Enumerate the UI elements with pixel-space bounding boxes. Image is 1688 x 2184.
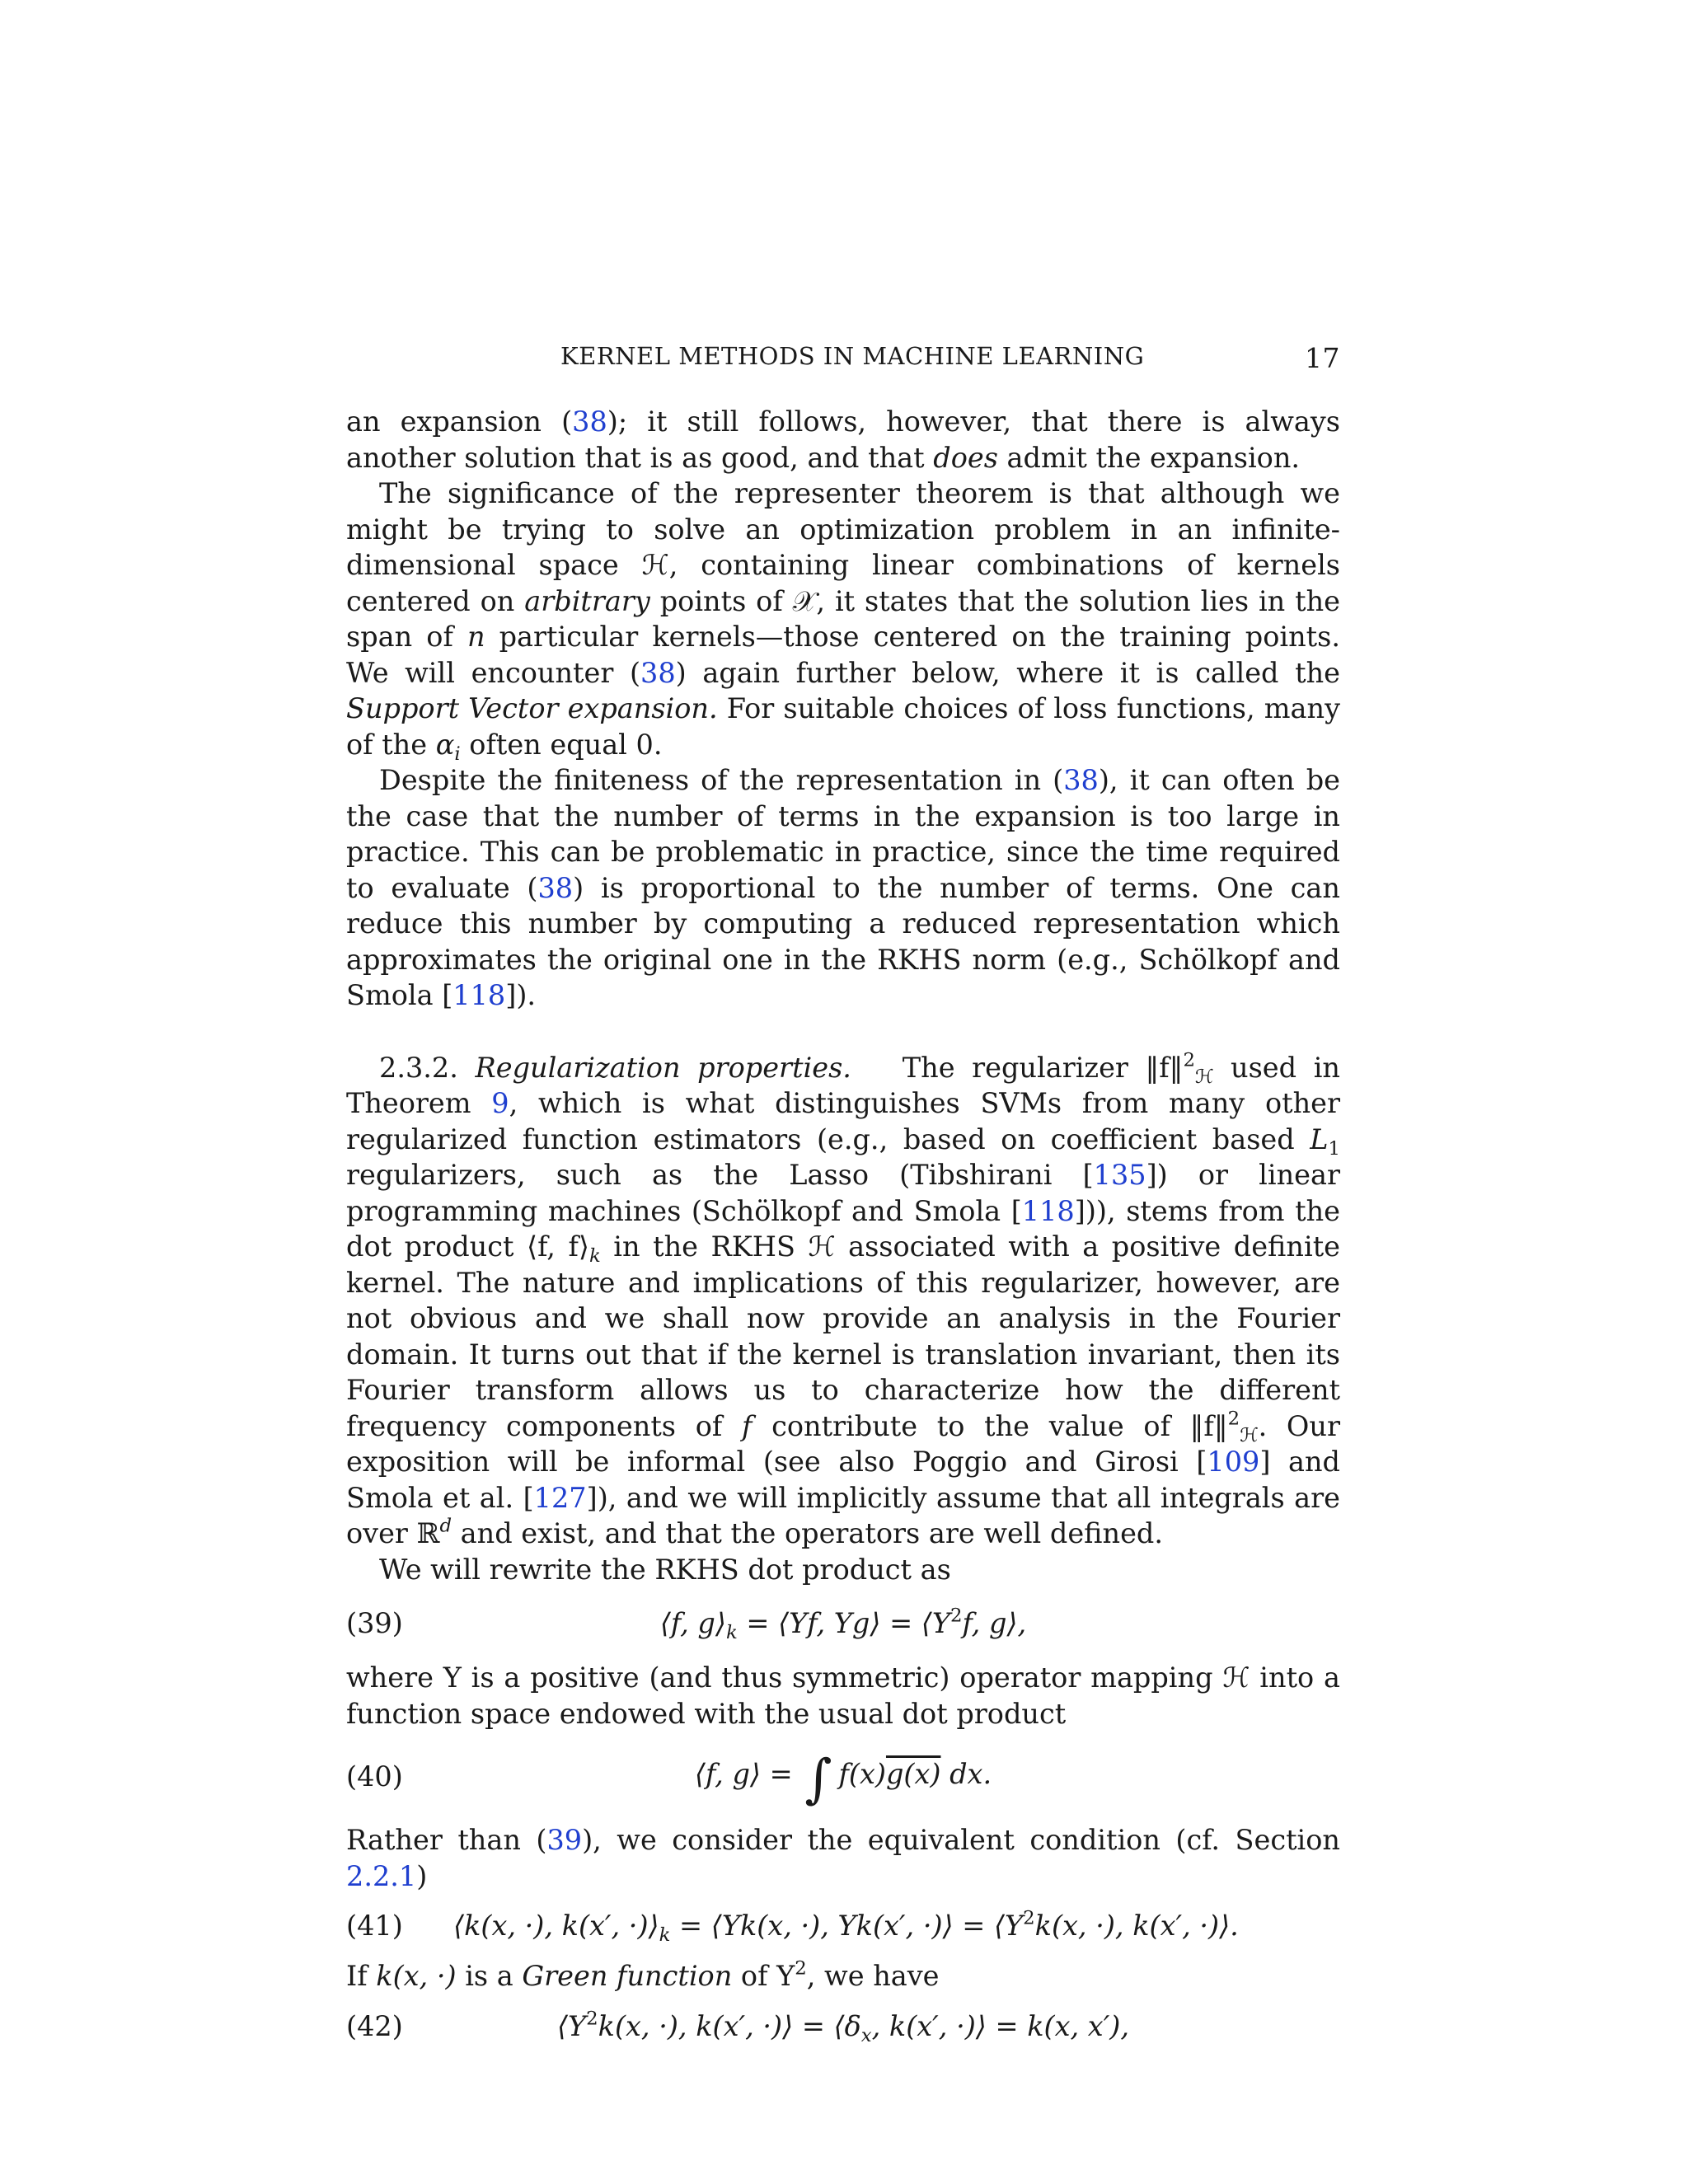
equation-number: (40) [346,1760,403,1793]
math-sup: 2 [1227,1407,1240,1429]
text: an expansion ( [346,405,573,438]
math-var: α [435,728,455,761]
text: and exist, and that the operators are well defined. [452,1517,1164,1549]
text: regularizers, such as the Lasso (Tibshirani [ [346,1159,1094,1191]
math: ⟨k(x, ·), k(x′, ·)⟩ [453,1910,659,1943]
equation-number: (39) [346,1607,403,1640]
equation-link[interactable]: 38 [1063,764,1099,796]
math-sub: x [860,2024,872,2046]
body-text [346,404,1340,2059]
citation-link[interactable]: 109 [1207,1446,1260,1478]
math-sub: ℋ [1240,1424,1259,1446]
text: . Our exposition will be informal (see also Poggio and Girosi [ [346,1409,1340,1478]
equation-formula [346,1748,1340,1810]
section-link[interactable]: 2.2.1 [346,1859,417,1892]
paragraph [346,762,1340,1014]
math: = ⟨Υf, Υg⟩ = ⟨Υ [737,1607,950,1640]
text: in the RKHS ℋ associated with a positive definite kernel. The nature and implications of this regularizer, however, are not obvious and we shall now provide an analysis in the Fourier domain. It turns out that if the kernel is translation invariant, then its Fourier transform allows us to characterize how the different frequency components of [346,1230,1340,1442]
math-sup: 2 [1183,1048,1195,1071]
paragraph [346,476,1340,765]
math-conjugate: g(x) [885,1757,941,1790]
page-number: 17 [1305,342,1340,374]
equation-number: (42) [346,2009,403,2042]
math: f(x) [838,1757,886,1790]
math-sup: 2 [1023,1907,1035,1929]
text: Despite the finiteness of the representation in ( [379,764,1064,796]
text: ]), and we will implicitly assume that all integrals are over ℝ [346,1481,1340,1549]
equation-40 [346,1732,1340,1822]
text: ) [416,1859,428,1892]
text: ), it can often be the case that the number of terms in the expansion is too large in practice. This can be problematic in practice, since the time required to evaluate ( [346,764,1341,904]
section-number: 2.3.2. [379,1051,458,1084]
running-title: KERNEL METHODS IN MACHINE LEARNING [560,342,1145,370]
text: often equal 0. [460,728,663,761]
emphasis: Support Vector expansion. [346,692,718,724]
math: f, g⟩, [962,1607,1027,1640]
math: ⟨f, g⟩ [659,1607,726,1640]
math-sub: k [588,1244,601,1267]
math: = ⟨Υk(x, ·), Υk(x′, ·)⟩ = ⟨Υ [670,1910,1024,1943]
math-sup: 2 [795,1957,807,1980]
paragraph: where Υ is a positive (and thus symmetric) operator mapping ℋ into a function space endowed with the usual dot product [346,1661,1340,1730]
spacer [346,1014,1340,1050]
math-sub: ℋ [1194,1066,1214,1088]
equation-42 [346,1994,1340,2059]
equation-link[interactable]: 38 [640,656,676,689]
text: ) again further below, where it is called the [675,656,1340,689]
text: ]). [505,979,537,1011]
math-sup: d [439,1515,452,1537]
text: ]) or linear programming machines (Schölkopf and Smola [ [346,1159,1340,1227]
text: ); it still follows, however, that there is always another solution that is as good, and that [346,405,1340,474]
text: contribute to the value of ‖f‖ [752,1409,1228,1442]
citation-link[interactable]: 127 [533,1481,587,1514]
equation-formula [346,1605,1340,1642]
text: For suitable choices of loss functions, many of the [346,692,1340,761]
math-sub: k [725,1622,738,1644]
theorem-link[interactable]: 9 [491,1087,509,1119]
text: particular kernels—those centered on the training points. We will encounter ( [346,621,1340,689]
paragraph [346,1822,1340,1894]
emphasis: arbitrary [524,584,650,617]
math-sup: 2 [950,1605,963,1627]
math-sup: 2 [586,2008,598,2030]
math: k(x, ·), k(x′, ·)⟩. [1034,1910,1239,1943]
math: ⟨Υ [556,2009,587,2042]
text: is a [456,1960,523,1992]
text: , we have [806,1960,940,1992]
math: ⟨f, g⟩ = [694,1757,802,1790]
paragraph [346,404,1340,476]
math: k(x, ·), k(x′, ·)⟩ = ⟨δ [598,2009,861,2042]
text: If [346,1960,377,1992]
text: ), we consider the equivalent condition (cf. Section [582,1824,1340,1856]
text: ] and Smola et al. [ [346,1446,1340,1514]
text: The significance of the representer theorem is that although we might be trying to solve an optimization problem in an infinite-dimensional space ℋ, containing linear combinations of kernels centered on [346,477,1340,617]
math-var: f [741,1409,753,1442]
equation-formula [346,1907,1340,1947]
text: ) is proportional to the number of terms. One can reduce this number by computing a reduced representation which approximates the original one in the RKHS norm (e.g., Schölkopf and Smola [ [346,871,1340,1011]
section-paragraph [346,1050,1340,1552]
citation-link[interactable]: 118 [452,979,506,1011]
equation-39 [346,1587,1340,1660]
paragraph [346,1958,1340,1994]
math-sub: 1 [1328,1137,1340,1160]
equation-link[interactable]: 38 [572,405,607,438]
emphasis: does [933,441,998,474]
math: k(x, ·) [376,1960,457,1992]
equation-link[interactable]: 39 [546,1824,583,1856]
text: , which is what distinguishes SVMs from many other regularized function estimators (e.g., based on coefficient based [346,1087,1340,1155]
math: dx. [940,1757,992,1790]
text: of Υ [732,1960,795,1992]
text: points of 𝒳, it states that the solution lies in the span of [346,584,1340,653]
text: admit the expansion. [997,441,1301,474]
equation-link[interactable]: 38 [537,871,574,904]
integral-sign: ∫ [804,1748,832,1810]
math-sub: i [454,743,461,765]
citation-link[interactable]: 118 [1021,1194,1075,1227]
equation-formula [346,2008,1340,2045]
text: The regularizer ‖f‖ [902,1051,1184,1084]
text: used in Theorem [346,1051,1340,1119]
equation-41 [346,1894,1340,1958]
equation-number: (41) [346,1910,403,1943]
math-var: L [1310,1122,1329,1155]
section-title: Regularization properties. [475,1051,851,1084]
text: ])), stems from the dot product ⟨f, f⟩ [346,1194,1340,1263]
text: Rather than ( [346,1824,547,1856]
paragraph: We will rewrite the RKHS dot product as [379,1553,951,1586]
math-sub: k [659,1924,671,1947]
citation-link[interactable]: 135 [1093,1159,1146,1191]
math: , k(x′, ·)⟩ = k(x, x′), [871,2009,1130,2042]
math-var: n [467,621,485,653]
emphasis: Green function [522,1960,733,1992]
